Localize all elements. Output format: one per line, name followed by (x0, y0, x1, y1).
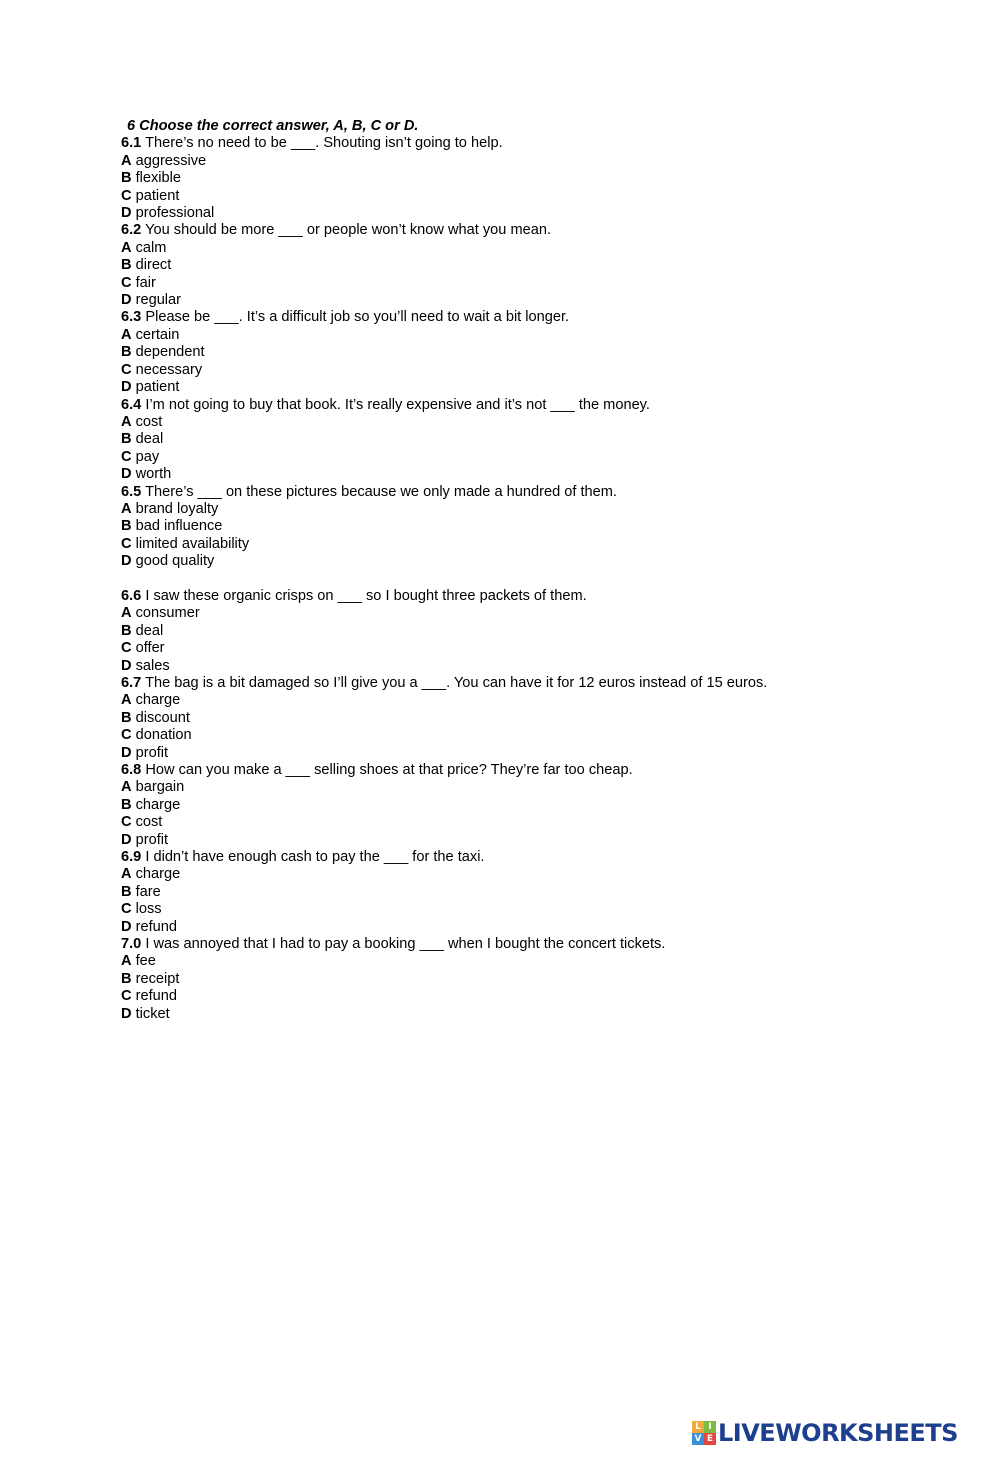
option-letter: B (121, 622, 132, 639)
option-text: receipt (131, 970, 180, 987)
answer-option[interactable] (121, 919, 881, 936)
answer-option[interactable] (121, 623, 881, 640)
answer-option[interactable] (121, 153, 881, 170)
option-text: necessary (131, 361, 203, 378)
answer-option[interactable] (121, 431, 881, 448)
option-text: cost (131, 814, 163, 831)
answer-option[interactable] (121, 536, 881, 553)
option-text: refund (131, 988, 177, 1005)
answer-option[interactable] (121, 170, 881, 187)
answer-option[interactable] (121, 797, 881, 814)
option-text: donation (131, 727, 192, 744)
option-letter: C (121, 274, 132, 291)
worksheet (121, 118, 881, 1023)
option-letter: A (121, 692, 132, 709)
option-letter: C (121, 814, 132, 831)
answer-option[interactable] (121, 414, 881, 431)
option-text: fair (131, 274, 156, 291)
option-letter: A (121, 953, 132, 970)
answer-option[interactable] (121, 188, 881, 205)
question-block (121, 588, 881, 675)
answer-option[interactable] (121, 779, 881, 796)
answer-option[interactable] (121, 814, 881, 831)
option-text: brand loyalty (131, 500, 219, 517)
option-text: bargain (131, 779, 185, 796)
option-text: fee (131, 953, 156, 970)
answer-option[interactable] (121, 988, 881, 1005)
option-letter: D (121, 831, 132, 848)
answer-option[interactable] (121, 362, 881, 379)
option-letter: C (121, 988, 132, 1005)
question-block (121, 222, 881, 309)
question-line (121, 675, 881, 692)
answer-option[interactable] (121, 832, 881, 849)
question-number: 6.9 (121, 849, 142, 866)
option-text: deal (131, 431, 164, 448)
option-text: deal (131, 622, 164, 639)
option-text: sales (131, 657, 170, 674)
question-line (121, 484, 881, 501)
option-letter: C (121, 640, 132, 657)
option-letter: B (121, 518, 132, 535)
option-text: discount (131, 709, 190, 726)
option-letter: A (121, 239, 132, 256)
question-number: 6.5 (121, 483, 142, 500)
question-block (121, 397, 881, 484)
option-text: aggressive (131, 152, 207, 169)
question-line (121, 936, 881, 953)
option-text: charge (131, 692, 181, 709)
option-letter: D (121, 379, 132, 396)
option-text: regular (131, 292, 182, 309)
question-number: 6.3 (121, 309, 142, 326)
logo-mark-tile: I (704, 1421, 716, 1433)
option-letter: B (121, 257, 132, 274)
option-text: certain (131, 326, 180, 343)
option-text: ticket (131, 1005, 170, 1022)
option-letter: D (121, 1005, 132, 1022)
logo-mark-tile: E (704, 1433, 716, 1445)
question-text: You should be more ___ or people won’t know what you mean. (141, 222, 552, 239)
option-text: flexible (131, 170, 182, 187)
answer-option[interactable] (121, 953, 881, 970)
option-letter: A (121, 605, 132, 622)
question-line (121, 762, 881, 779)
option-text: bad influence (131, 518, 223, 535)
question-number: 6.4 (121, 396, 142, 413)
section-spacer (121, 571, 881, 588)
option-text: worth (131, 466, 172, 483)
option-text: charge (131, 866, 181, 883)
answer-option[interactable] (121, 257, 881, 274)
option-letter: C (121, 535, 132, 552)
answer-option[interactable] (121, 466, 881, 483)
question-number: 6.1 (121, 135, 142, 152)
option-text: refund (131, 918, 177, 935)
option-text: consumer (131, 605, 200, 622)
option-letter: A (121, 500, 132, 517)
answer-option[interactable] (121, 553, 881, 570)
option-text: loss (131, 901, 162, 918)
option-text: direct (131, 257, 172, 274)
question-block (121, 135, 881, 222)
answer-option[interactable] (121, 518, 881, 535)
option-text: limited availability (131, 535, 250, 552)
answer-option[interactable] (121, 971, 881, 988)
question-line (121, 135, 881, 152)
question-text: I didn’t have enough cash to pay the ___ for the taxi. (141, 849, 485, 866)
question-block (121, 309, 881, 396)
answer-option[interactable] (121, 745, 881, 762)
question-text: I was annoyed that I had to pay a booking ___ when I bought the concert tickets. (141, 936, 666, 953)
option-letter: A (121, 152, 132, 169)
answer-option[interactable] (121, 449, 881, 466)
question-text: I’m not going to buy that book. It’s really expensive and it’s not ___ the money. (141, 396, 650, 413)
question-block (121, 849, 881, 936)
option-letter: D (121, 553, 132, 570)
question-text: There’s ___ on these pictures because we only made a hundred of them. (141, 483, 617, 500)
option-text: patient (131, 379, 180, 396)
answer-option[interactable] (121, 379, 881, 396)
logo-mark-tile: L (692, 1421, 704, 1433)
answer-option[interactable] (121, 1006, 881, 1023)
question-number: 6.6 (121, 587, 142, 604)
question-text: The bag is a bit damaged so I’ll give you a ___. You can have it for 12 euros instead of 15 euros. (141, 674, 768, 691)
option-letter: B (121, 709, 132, 726)
answer-option[interactable] (121, 292, 881, 309)
question-block (121, 762, 881, 849)
option-letter: C (121, 901, 132, 918)
option-text: profit (131, 744, 169, 761)
answer-option[interactable] (121, 275, 881, 292)
answer-option[interactable] (121, 205, 881, 222)
option-letter: C (121, 448, 132, 465)
option-letter: C (121, 361, 132, 378)
logo-mark-tile: V (692, 1433, 704, 1445)
option-letter: D (121, 744, 132, 761)
question-text: I saw these organic crisps on ___ so I bought three packets of them. (141, 587, 587, 604)
question-line (121, 849, 881, 866)
answer-option[interactable] (121, 658, 881, 675)
question-text: How can you make a ___ selling shoes at that price? They’re far too cheap. (141, 762, 633, 779)
option-letter: D (121, 205, 132, 222)
option-letter: B (121, 970, 132, 987)
option-letter: C (121, 727, 132, 744)
option-letter: A (121, 779, 132, 796)
option-text: charge (131, 796, 181, 813)
option-text: profit (131, 831, 169, 848)
option-letter: A (121, 866, 132, 883)
option-text: patient (131, 187, 180, 204)
option-text: cost (131, 413, 163, 430)
answer-option[interactable] (121, 605, 881, 622)
option-text: dependent (131, 344, 205, 361)
option-text: fare (131, 883, 161, 900)
option-text: good quality (131, 553, 215, 570)
option-letter: C (121, 187, 132, 204)
option-letter: B (121, 431, 132, 448)
question-block (121, 936, 881, 1023)
option-letter: D (121, 918, 132, 935)
option-text: offer (131, 640, 165, 657)
logo-text: LIVEWORKSHEETS (718, 1419, 958, 1447)
answer-option[interactable] (121, 727, 881, 744)
option-letter: B (121, 170, 132, 187)
answer-option[interactable] (121, 866, 881, 883)
option-text: professional (131, 205, 215, 222)
answer-option[interactable] (121, 327, 881, 344)
option-letter: B (121, 796, 132, 813)
option-letter: D (121, 292, 132, 309)
question-list (121, 135, 881, 1023)
answer-option[interactable] (121, 710, 881, 727)
question-line (121, 588, 881, 605)
question-number: 6.7 (121, 674, 142, 691)
question-block (121, 484, 881, 571)
question-text: Please be ___. It’s a difficult job so you’ll need to wait a bit longer. (141, 309, 570, 326)
question-line (121, 222, 881, 239)
question-number: 6.2 (121, 222, 142, 239)
question-line (121, 309, 881, 326)
option-letter: B (121, 344, 132, 361)
option-letter: B (121, 883, 132, 900)
question-number: 7.0 (121, 936, 142, 953)
question-block (121, 675, 881, 762)
question-text: There’s no need to be ___. Shouting isn’t going to help. (141, 135, 503, 152)
option-text: pay (131, 448, 160, 465)
answer-option[interactable] (121, 640, 881, 657)
option-letter: D (121, 466, 132, 483)
option-letter: D (121, 657, 132, 674)
answer-option[interactable] (121, 240, 881, 257)
answer-option[interactable] (121, 344, 881, 361)
question-number: 6.8 (121, 762, 142, 779)
answer-option[interactable] (121, 692, 881, 709)
answer-option[interactable] (121, 901, 881, 918)
option-letter: A (121, 326, 132, 343)
option-text: calm (131, 239, 167, 256)
exercise-heading: 6 Choose the correct answer, A, B, C or D. (127, 118, 419, 134)
option-letter: A (121, 413, 132, 430)
liveworksheets-logo (692, 1418, 958, 1448)
answer-option[interactable] (121, 501, 881, 518)
logo-mark-icon (692, 1421, 716, 1445)
question-line (121, 397, 881, 414)
answer-option[interactable] (121, 884, 881, 901)
